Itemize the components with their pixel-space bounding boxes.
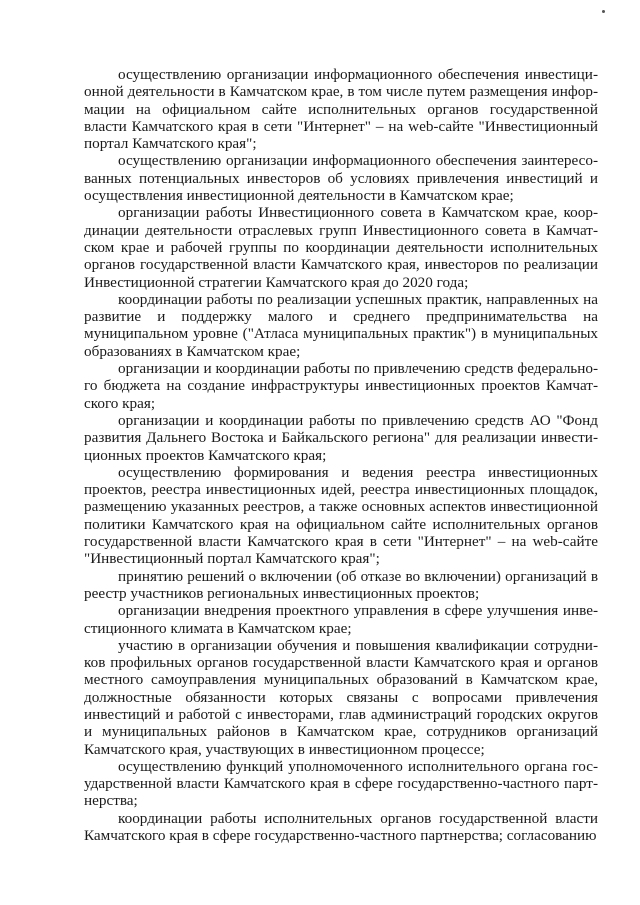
paragraph: осуществлению организации информационного обеспечения инвестиционной деятельности в Камчатском крае, в том числе путем размещения информации на официальном сайте исполнительных органов государственной власти Камчатского края в сети "Интернет" – на web-сайте "Инвестиционный портал Камчатского края"; xyxy=(84,66,598,153)
paragraph: осуществлению формирования и ведения реестра инвестиционных проектов, реестра инвестиционных идей, реестра инвестиционных площадок, размещению указанных реестров, а также основных аспектов инвестиционной политики Камчатского края на официальном сайте исполнительных органов государственной власти Камчатского края в сети "Интернет" – на web-сайте "Инвестиционный портал Камчатского края"; xyxy=(84,463,598,568)
paragraph: осуществлению функций уполномоченного исполнительного органа государственной власти Камчатского края в сфере государственно-частного партнерства; xyxy=(84,757,598,810)
paragraph: осуществлению организации информационного обеспечения заинтересованных потенциальных инвесторов об условиях привлечения инвестиций и осуществления инвестиционной деятельности в Камчатском крае; xyxy=(84,152,598,205)
paragraph: организации внедрения проектного управления в сфере улучшения инвестиционного климата в Камчатском крае; xyxy=(84,602,598,637)
scan-dot-mark xyxy=(602,10,605,13)
paragraph: координации работы исполнительных органов государственной власти Камчатского края в сфере государственно-частного партнерства; согласованию xyxy=(84,809,598,845)
paragraph: организации работы Инвестиционного совета в Камчатском крае, координации деятельности отраслевых групп Инвестиционного совета в Камчатском крае и рабочей группы по координации деятельности исполнительных органов государственной власти Камчатского края, инвесторов по реализации Инвестиционной стратегии Камчатского края до 2020 года; xyxy=(84,204,598,291)
paragraph: координации работы по реализации успешных практик, направленных на развитие и поддержку малого и среднего предпринимательства на муниципальном уровне ("Атласа муниципальных практик") в муниципальных образованиях в Камчатском крае; xyxy=(84,290,598,360)
document-body xyxy=(84,66,598,844)
paragraph: организации и координации работы по привлечению средств федерального бюджета на создание инфраструктуры инвестиционных проектов Камчатского края; xyxy=(84,360,598,412)
paragraph: организации и координации работы по привлечению средств АО "Фонд развития Дальнего Востока и Байкальского региона" для реализации инвестиционных проектов Камчатского края; xyxy=(84,411,598,464)
paragraph: принятию решений о включении (об отказе во включении) организаций в реестр участников региональных инвестиционных проектов; xyxy=(84,567,598,602)
paragraph: участию в организации обучения и повышения квалификации сотрудников профильных органов государственной власти Камчатского края и органов местного самоуправления муниципальных образований в Камчатском крае, должностные обязанности которых связаны с вопросами привлечения инвестиций и работой с инвесторами, глав администраций городских округов и муниципальных районов в Камчатском крае, сотрудников организаций Камчатского края, участвующих в инвестиционном процессе; xyxy=(84,636,598,758)
